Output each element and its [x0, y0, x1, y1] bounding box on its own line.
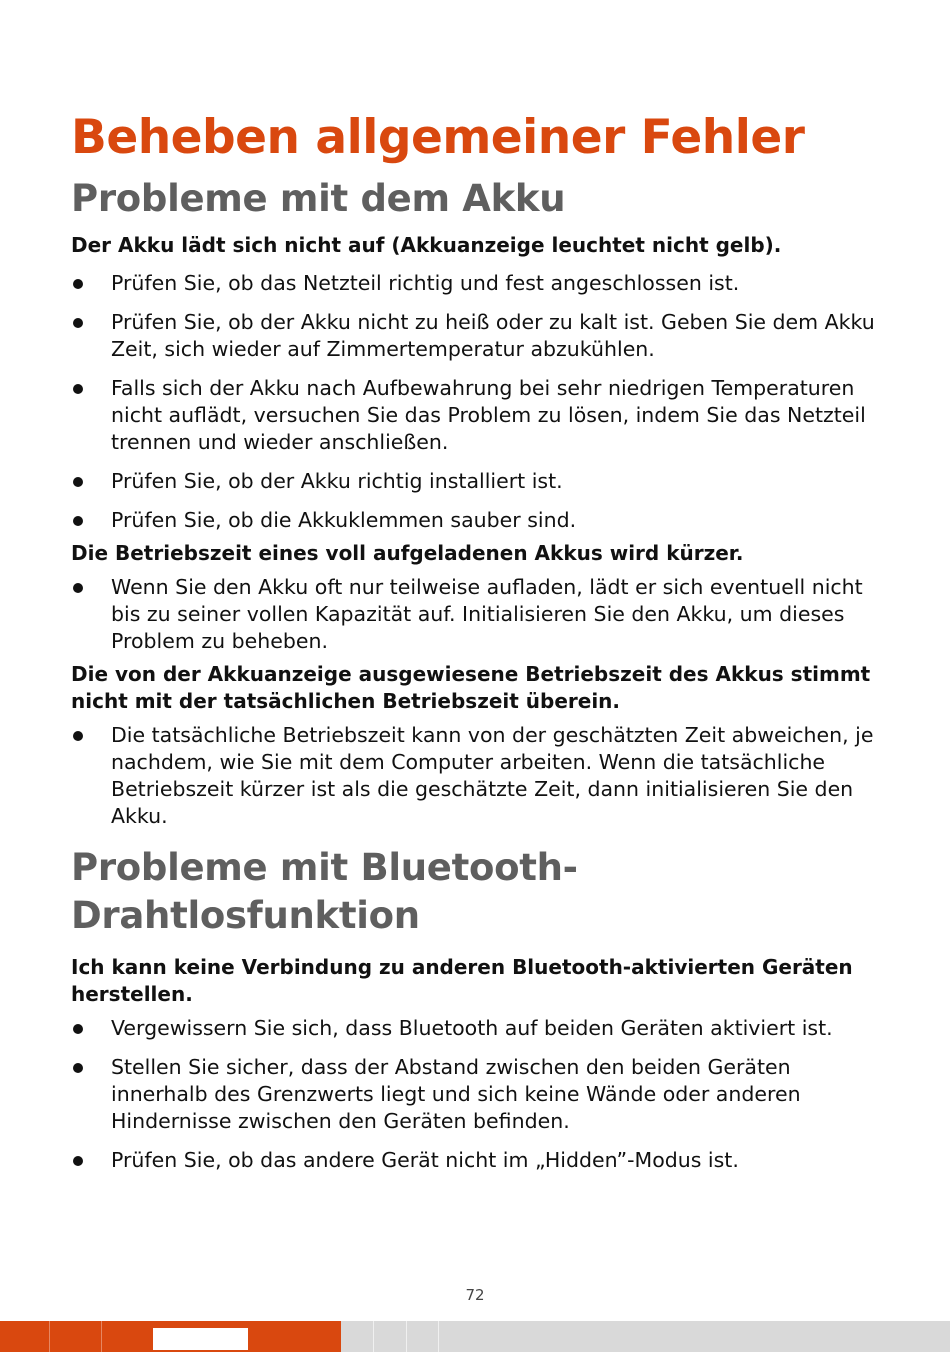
list-item: [71, 309, 891, 363]
bullet-icon: [73, 516, 83, 526]
list-item-text: Prüfen Sie, ob der Akku richtig installiert ist.: [111, 469, 563, 493]
bullet-icon: [73, 1063, 83, 1073]
bullet-list-not-charging: [71, 270, 891, 534]
footer-divider: [49, 1321, 50, 1352]
bullet-icon: [73, 318, 83, 328]
footer-divider: [373, 1321, 374, 1352]
bullet-list-runtime-shorter: [71, 574, 891, 655]
section-heading-bluetooth: Probleme mit Bluetooth-Drahtlosfunktion: [71, 846, 578, 937]
list-item: [71, 1054, 891, 1135]
bullet-icon: [73, 731, 83, 741]
list-item: [71, 270, 891, 297]
page-title: Beheben allgemeiner Fehler: [71, 110, 805, 165]
footer-divider: [406, 1321, 407, 1352]
page-number: 72: [465, 1286, 485, 1304]
list-item-text: Prüfen Sie, ob die Akkuklemmen sauber sind.: [111, 508, 577, 532]
list-item-text: Stellen Sie sicher, dass der Abstand zwischen den beiden Geräten innerhalb des Grenzwerts liegt und sich keine Wände oder anderen Hindernisse zwischen den Geräten befinden.: [111, 1055, 801, 1133]
footer-bar: [0, 1321, 950, 1352]
bullet-icon: [73, 477, 83, 487]
problem-heading-not-charging: Der Akku lädt sich nicht auf (Akkuanzeige leuchtet nicht gelb).: [71, 233, 782, 257]
list-item-text: Prüfen Sie, ob das Netzteil richtig und fest angeschlossen ist.: [111, 271, 740, 295]
list-item: [71, 574, 891, 655]
bullet-icon: [73, 583, 83, 593]
problem-heading-bluetooth-connect: Ich kann keine Verbindung zu anderen Bluetooth-aktivierten Geräten herstellen.: [71, 955, 853, 1006]
list-item-text: Prüfen Sie, ob das andere Gerät nicht im „Hidden”-Modus ist.: [111, 1148, 739, 1172]
list-item: [71, 1147, 891, 1174]
problem-heading-runtime-mismatch: Die von der Akkuanzeige ausgewiesene Betriebszeit des Akkus stimmt nicht mit der tatsächlichen Betriebszeit überein.: [71, 662, 871, 713]
bullet-list-runtime-mismatch: [71, 722, 891, 830]
page-content: [71, 106, 891, 1174]
list-item-text: Falls sich der Akku nach Aufbewahrung bei sehr niedrigen Temperaturen nicht auflädt, versuchen Sie das Problem zu lösen, indem Sie das Netzteil trennen und wieder anschließen.: [111, 376, 866, 454]
bullet-icon: [73, 1024, 83, 1034]
list-item: [71, 468, 891, 495]
footer-divider: [101, 1321, 102, 1352]
bullet-icon: [73, 279, 83, 289]
list-item-text: Prüfen Sie, ob der Akku nicht zu heiß oder zu kalt ist. Geben Sie dem Akku Zeit, sich wieder auf Zimmertemperatur abzukühlen.: [111, 310, 875, 361]
bullet-list-bluetooth: [71, 1015, 891, 1174]
list-item: [71, 375, 891, 456]
bullet-icon: [73, 384, 83, 394]
list-item-text: Die tatsächliche Betriebszeit kann von der geschätzten Zeit abweichen, je nachdem, wie Sie mit dem Computer arbeiten. Wenn die tatsächliche Betriebszeit kürzer ist als die geschätzte Zeit, dann initialisieren Sie den Akku.: [111, 723, 874, 828]
footer-accent-bar: [0, 1321, 341, 1352]
section-heading-battery: Probleme mit dem Akku: [71, 177, 566, 220]
list-item-text: Vergewissern Sie sich, dass Bluetooth auf beiden Geräten aktiviert ist.: [111, 1016, 833, 1040]
footer-highlight-block: [153, 1328, 248, 1350]
list-item: [71, 507, 891, 534]
list-item-text: Wenn Sie den Akku oft nur teilweise aufladen, lädt er sich eventuell nicht bis zu seiner vollen Kapazität auf. Initialisieren Sie den Akku, um dieses Problem zu beheben.: [111, 575, 863, 653]
list-item: [71, 722, 891, 830]
footer-divider: [438, 1321, 439, 1352]
list-item: [71, 1015, 891, 1042]
problem-heading-runtime-shorter: Die Betriebszeit eines voll aufgeladenen Akkus wird kürzer.: [71, 541, 744, 565]
bullet-icon: [73, 1156, 83, 1166]
